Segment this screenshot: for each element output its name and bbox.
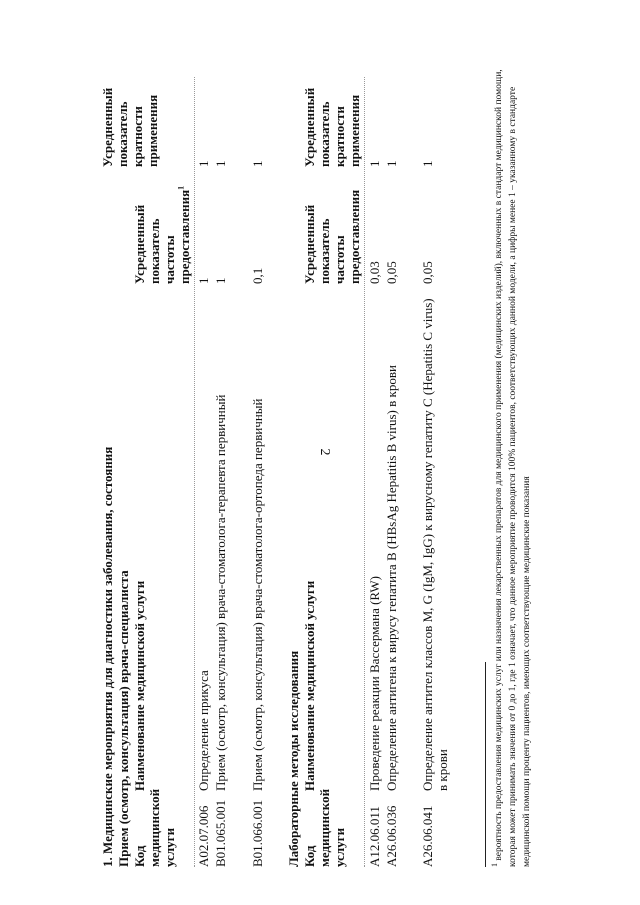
row-name: Прием (осмотр, консультация) врача-стоматолога-терапевта первичный — [213, 394, 228, 791]
header-code: Код медицинской услуги — [132, 788, 177, 867]
header-mult: Усредненный показатель кратности применения — [302, 87, 362, 167]
row-mult: 1 — [367, 160, 382, 167]
header-name: Наименование медицинской услуги — [132, 580, 147, 791]
footnote-mark: 1 — [489, 863, 499, 867]
row-code: A26.06.036 — [384, 805, 399, 867]
footnote-mark: 1 — [176, 185, 186, 190]
footnote — [489, 37, 534, 867]
row-code: A12.06.011 — [367, 806, 382, 867]
header-code: Код медицинской услуги — [302, 788, 347, 867]
divider — [364, 77, 365, 867]
row-freq: 0,05 — [384, 261, 399, 284]
row-name: Определение антигена к вирусу гепатита B (HBsAg Hepatitis B virus) в крови — [384, 365, 399, 791]
row-name: Прием (осмотр, консультация) врача-стоматолога-ортопеда первичный — [250, 398, 265, 791]
row-mult: 1 — [384, 160, 399, 167]
row-code: B01.066.001 — [250, 799, 265, 867]
footnote-text: вероятность предоставления медицинских услуг или назначения лекарственных препаратов для медицинского применения (медицинских изделий), включенных в стандарт медицинской помощи, которая может принимать значения от 0 до 1, где 1 означает, что данное мероприятие проводится 100% пациентов, соответствующих данной модели, а цифры менее 1 – указанному в стандарте медицинской помощи проценту пациентов, имеющих соответствующие медицинские показания — [494, 69, 532, 867]
header-freq: Усредненный показатель частоты предоставления — [302, 189, 362, 284]
row-name: Определение прикуса — [196, 670, 211, 791]
rotated-content — [100, 37, 560, 867]
row-code: A02.07.006 — [196, 805, 211, 867]
row-mult: 1 — [250, 160, 265, 167]
row-freq: 0,03 — [367, 261, 382, 284]
row-freq: 0,05 — [420, 261, 435, 284]
row-freq: 1 — [213, 277, 228, 284]
header-name: Наименование медицинской услуги — [302, 580, 317, 791]
divider — [194, 77, 195, 867]
subsection-title-consultation: Прием (осмотр, консультация) врача-специалиста — [116, 570, 131, 867]
row-mult: 1 — [196, 160, 211, 167]
header-mult: Усредненный показатель кратности применения — [100, 87, 160, 167]
footnote-divider — [485, 662, 486, 867]
page-number: 2 — [317, 448, 332, 456]
section-title: 1. Медицинские мероприятия для диагностики заболевания, состояния — [100, 446, 115, 867]
row-freq: 0,1 — [250, 267, 265, 284]
header-freq: Усредненный показатель частоты предоставления$^1$ — [132, 185, 192, 284]
subsection-title-laboratory: Лабораторные методы исследования — [286, 650, 301, 867]
row-name: Проведение реакции Вассермана (RW) — [367, 576, 382, 791]
row-mult: 1 — [213, 160, 228, 167]
row-code: B01.065.001 — [213, 799, 228, 867]
row-mult: 1 — [420, 160, 435, 167]
row-code: A26.06.041 — [420, 805, 435, 867]
row-name: Определение антител классов M, G (IgM, IgG) к вирусному гепатиту C (Hepatitis C virus) в крови — [420, 298, 450, 791]
row-freq: 1 — [196, 277, 211, 284]
